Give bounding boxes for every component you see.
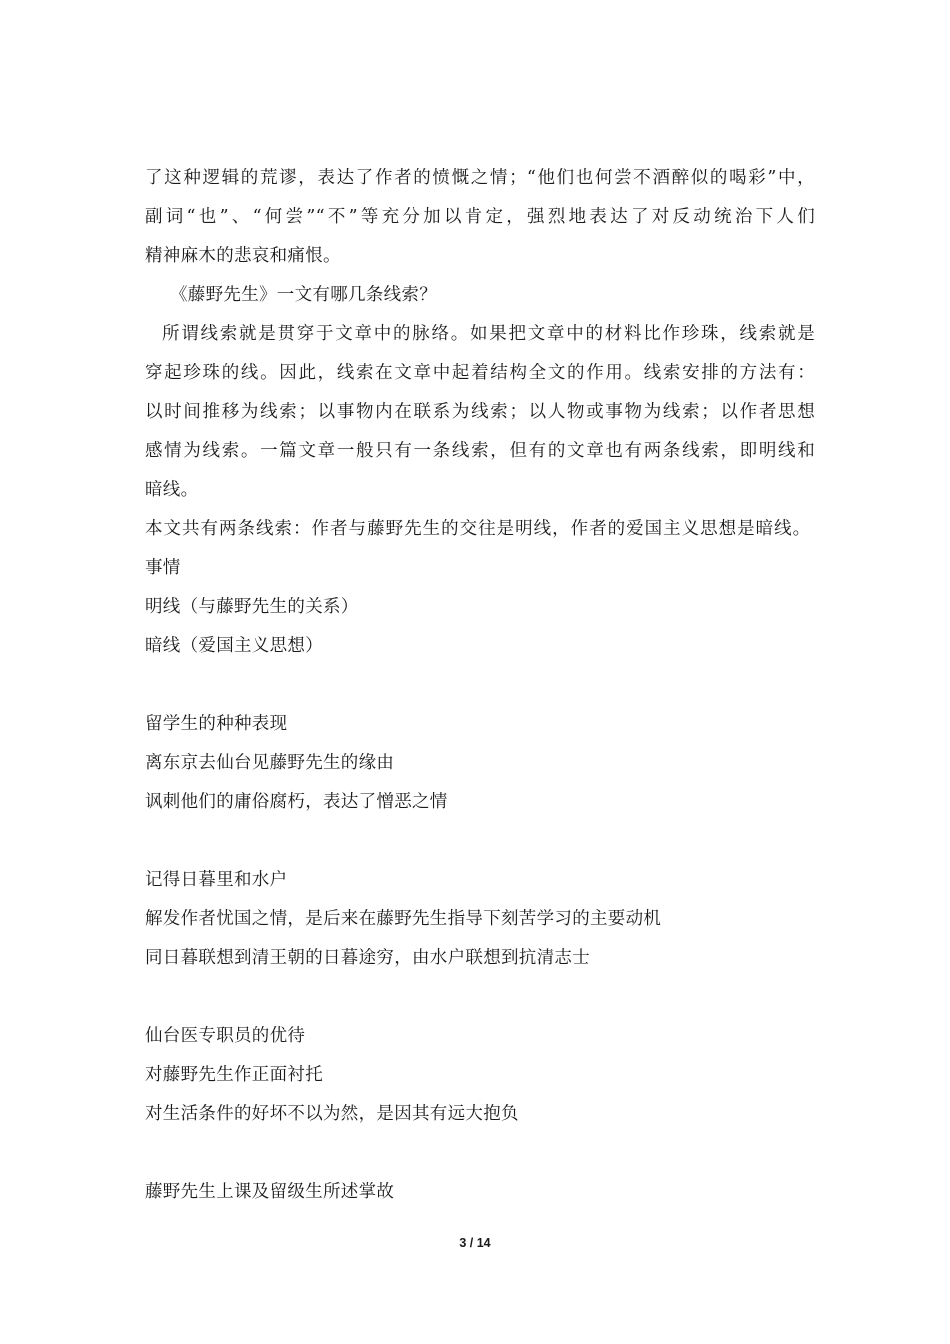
outline-item: 解发作者忧国之情，是后来在藤野先生指导下刻苦学习的主要动机 (145, 909, 662, 929)
outline-item: 留学生的种种表现 (145, 714, 288, 734)
paragraph-line: 暗线。 (145, 480, 199, 500)
outline-item: 仙台医专职员的优待 (145, 1026, 306, 1046)
outline-item: 离东京去仙台见藤野先生的缘由 (145, 753, 395, 773)
paragraph-line: 本文共有两条线索：作者与藤野先生的交往是明线，作者的爱国主义思想是暗线。 (145, 519, 810, 539)
paragraph-line: 感情为线索。一篇文章一般只有一条线索，但有的文章也有两条线索，即明线和 (145, 441, 815, 461)
outline-item: 对生活条件的好坏不以为然，是因其有远大抱负 (145, 1104, 519, 1124)
outline-item: 暗线（爱国主义思想） (145, 636, 323, 656)
outline-item: 藤野先生上课及留级生所述掌故 (145, 1182, 395, 1202)
outline-item: 对藤野先生作正面衬托 (145, 1065, 323, 1085)
outline-item: 记得日暮里和水户 (145, 870, 288, 890)
outline-item: 事情 (145, 558, 181, 578)
page-number: 3 / 14 (459, 1236, 491, 1250)
paragraph-line: 副词“也”、“何尝”“不”等充分加以肯定，强烈地表达了对反动统治下人们 (145, 207, 815, 227)
question-heading: 《藤野先生》一文有哪几条线索？ (170, 285, 437, 305)
paragraph-line: 以时间推移为线索；以事物内在联系为线索；以人物或事物为线索；以作者思想 (145, 402, 815, 422)
paragraph-line: 了这种逻辑的荒谬，表达了作者的愤慨之情；“他们也何尝不酒醉似的喝彩”中， (145, 168, 815, 188)
paragraph-line: 穿起珍珠的线。因此，线索在文章中起着结构全文的作用。线索安排的方法有： (145, 363, 815, 383)
paragraph-line: 精神麻木的悲哀和痛恨。 (145, 246, 341, 266)
paragraph-line: 所谓线索就是贯穿于文章中的脉络。如果把文章中的材料比作珍珠，线索就是 (162, 324, 815, 344)
outline-item: 讽刺他们的庸俗腐朽，表达了憎恶之情 (145, 792, 448, 812)
outline-item: 同日暮联想到清王朝的日暮途穷，由水户联想到抗清志士 (145, 948, 590, 968)
outline-item: 明线（与藤野先生的关系） (145, 597, 359, 617)
